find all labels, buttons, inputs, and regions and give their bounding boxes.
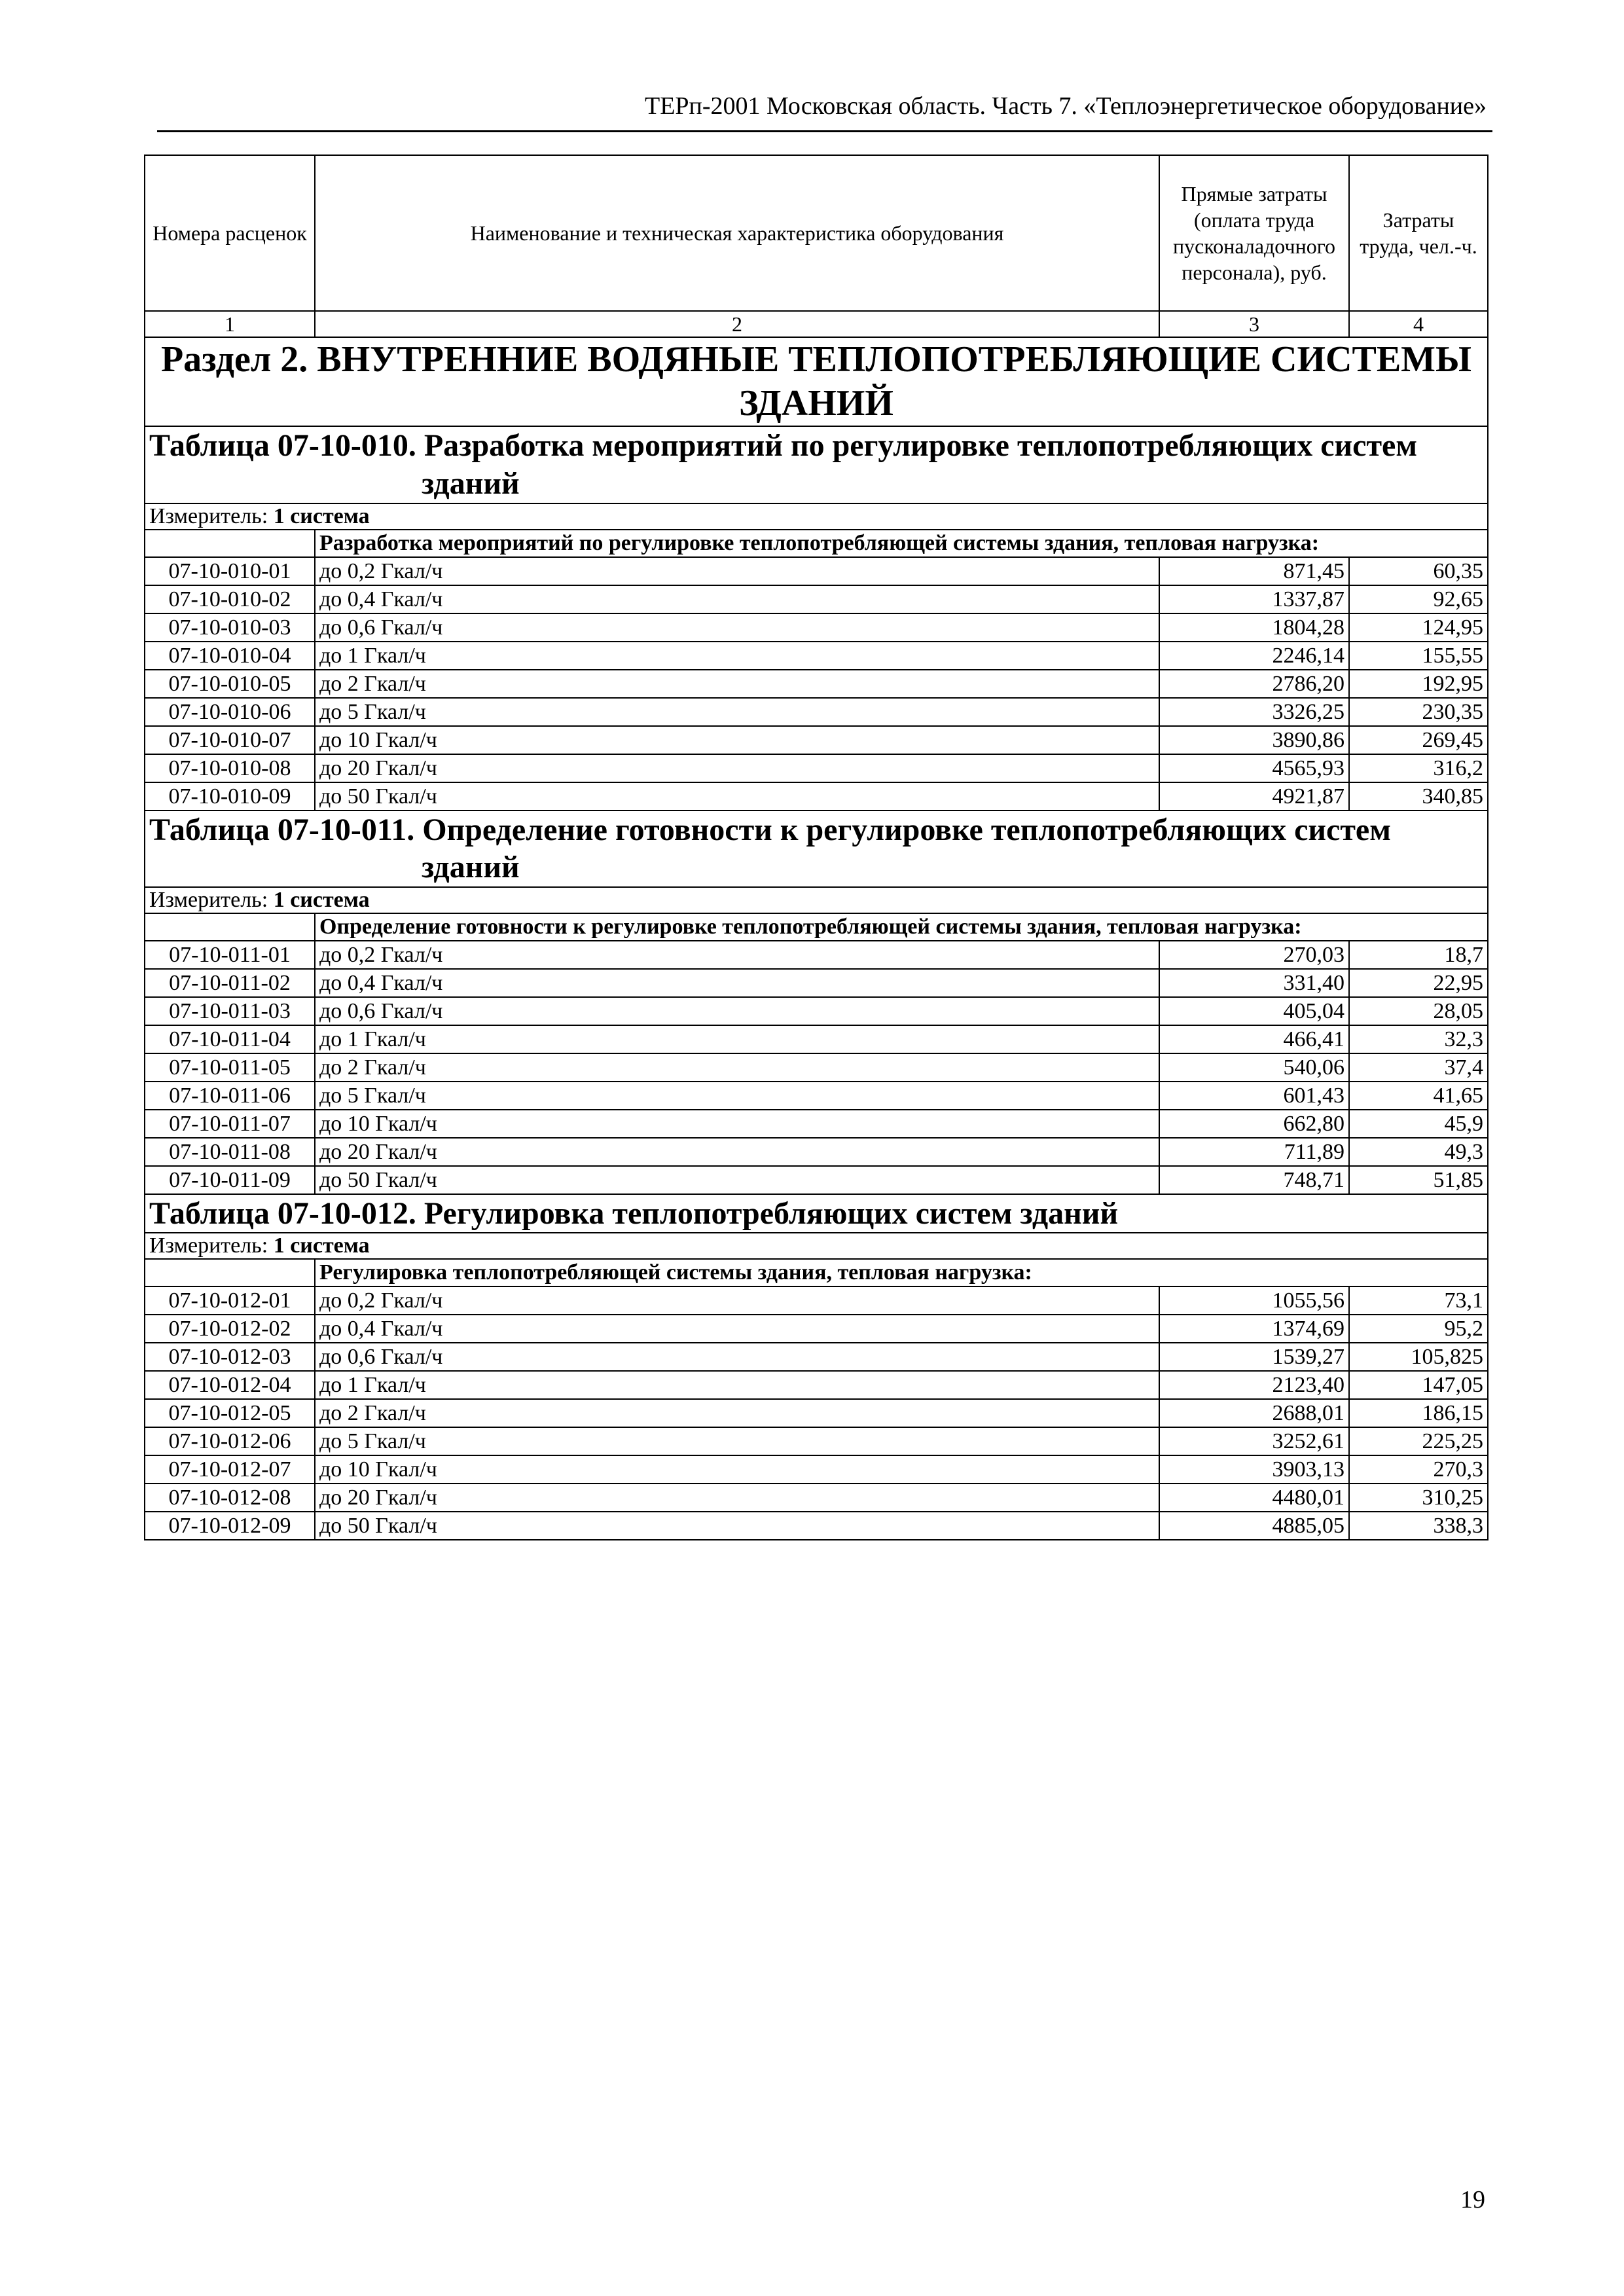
- labor-cost: 37,4: [1349, 1053, 1488, 1082]
- table-row: [145, 1166, 1488, 1194]
- rate-code: 07-10-012-07: [145, 1455, 315, 1484]
- meter-row: [145, 887, 1488, 913]
- rate-code: 07-10-012-08: [145, 1484, 315, 1512]
- group-heading-row: [145, 1259, 1488, 1286]
- meter-cell: [145, 503, 1488, 530]
- rate-code: 07-10-011-09: [145, 1166, 315, 1194]
- rate-code: 07-10-011-04: [145, 1025, 315, 1053]
- meter-label: Измеритель:: [149, 1233, 268, 1258]
- rate-name: до 2 Гкал/ч: [315, 670, 1159, 698]
- direct-cost: 711,89: [1159, 1138, 1349, 1166]
- page-number: 19: [1460, 2186, 1485, 2214]
- rate-code: 07-10-011-06: [145, 1082, 315, 1110]
- section-title-row: [145, 337, 1488, 426]
- labor-cost: 186,15: [1349, 1399, 1488, 1427]
- labor-cost: 124,95: [1349, 613, 1488, 642]
- rate-name: до 1 Гкал/ч: [315, 1371, 1159, 1399]
- table-row: [145, 1484, 1488, 1512]
- direct-cost: 601,43: [1159, 1082, 1349, 1110]
- direct-cost: 1055,56: [1159, 1286, 1349, 1315]
- table-row: [145, 726, 1488, 754]
- direct-cost: 3890,86: [1159, 726, 1349, 754]
- direct-cost: 2786,20: [1159, 670, 1349, 698]
- group-heading-row: [145, 913, 1488, 941]
- table-row: [145, 1025, 1488, 1053]
- table-row: [145, 1286, 1488, 1315]
- rate-code: 07-10-012-03: [145, 1343, 315, 1371]
- meter-row: [145, 503, 1488, 530]
- labor-cost: 60,35: [1349, 557, 1488, 585]
- table-row: [145, 941, 1488, 969]
- column-number: 1: [145, 311, 315, 337]
- column-header-name: Наименование и техническая характеристика оборудования: [315, 155, 1159, 311]
- table-row: [145, 754, 1488, 782]
- table-row: [145, 1053, 1488, 1082]
- table-row: [145, 1138, 1488, 1166]
- rate-name: до 2 Гкал/ч: [315, 1399, 1159, 1427]
- rate-name: до 20 Гкал/ч: [315, 754, 1159, 782]
- direct-cost: 2688,01: [1159, 1399, 1349, 1427]
- meter-row: [145, 1233, 1488, 1259]
- table-row: [145, 1399, 1488, 1427]
- rate-name: до 20 Гкал/ч: [315, 1138, 1159, 1166]
- direct-cost: 2123,40: [1159, 1371, 1349, 1399]
- table-title-cell: [145, 1194, 1488, 1233]
- direct-cost: 2246,14: [1159, 642, 1349, 670]
- labor-cost: 230,35: [1349, 698, 1488, 726]
- table-row: [145, 557, 1488, 585]
- rate-name: до 0,4 Гкал/ч: [315, 585, 1159, 613]
- group-heading-spacer: [145, 530, 315, 557]
- rate-name: до 0,2 Гкал/ч: [315, 941, 1159, 969]
- rate-code: 07-10-010-07: [145, 726, 315, 754]
- rates-table: [144, 155, 1489, 1540]
- direct-cost: 1337,87: [1159, 585, 1349, 613]
- rate-code: 07-10-011-08: [145, 1138, 315, 1166]
- rate-name: до 20 Гкал/ч: [315, 1484, 1159, 1512]
- direct-cost: 4480,01: [1159, 1484, 1349, 1512]
- table-row: [145, 969, 1488, 997]
- labor-cost: 147,05: [1349, 1371, 1488, 1399]
- rate-code: 07-10-010-08: [145, 754, 315, 782]
- labor-cost: 105,825: [1349, 1343, 1488, 1371]
- rate-code: 07-10-011-07: [145, 1110, 315, 1138]
- labor-cost: 225,25: [1349, 1427, 1488, 1455]
- rate-code: 07-10-012-09: [145, 1512, 315, 1540]
- column-header-labor: Затраты труда, чел.-ч.: [1349, 155, 1488, 311]
- direct-cost: 331,40: [1159, 969, 1349, 997]
- table-title: Таблица 07-10-011. Определение готовности к регулировке теплопотребляющих систем зданий: [149, 812, 1391, 885]
- rate-name: до 10 Гкал/ч: [315, 1455, 1159, 1484]
- column-header-row: [145, 155, 1488, 311]
- direct-cost: 1539,27: [1159, 1343, 1349, 1371]
- labor-cost: 269,45: [1349, 726, 1488, 754]
- rate-code: 07-10-010-09: [145, 782, 315, 811]
- table-title-row: [145, 811, 1488, 887]
- section-title-cell: [145, 337, 1488, 426]
- table-row: [145, 1427, 1488, 1455]
- table-title-cell: [145, 426, 1488, 503]
- rate-code: 07-10-010-03: [145, 613, 315, 642]
- rate-code: 07-10-011-05: [145, 1053, 315, 1082]
- labor-cost: 192,95: [1349, 670, 1488, 698]
- direct-cost: 4565,93: [1159, 754, 1349, 782]
- labor-cost: 310,25: [1349, 1484, 1488, 1512]
- rate-name: до 0,6 Гкал/ч: [315, 1343, 1159, 1371]
- table-row: [145, 782, 1488, 811]
- rate-code: 07-10-010-04: [145, 642, 315, 670]
- direct-cost: 4921,87: [1159, 782, 1349, 811]
- direct-cost: 3903,13: [1159, 1455, 1349, 1484]
- rate-name: до 0,2 Гкал/ч: [315, 1286, 1159, 1315]
- direct-cost: 270,03: [1159, 941, 1349, 969]
- labor-cost: 49,3: [1349, 1138, 1488, 1166]
- rate-code: 07-10-012-04: [145, 1371, 315, 1399]
- column-number: 4: [1349, 311, 1488, 337]
- rate-name: до 5 Гкал/ч: [315, 1427, 1159, 1455]
- running-header: ТЕРп-2001 Московская область. Часть 7. «Теплоэнергетическое оборудование»: [644, 92, 1487, 120]
- table-title-cell: [145, 811, 1488, 887]
- rate-name: до 50 Гкал/ч: [315, 1166, 1159, 1194]
- labor-cost: 32,3: [1349, 1025, 1488, 1053]
- rate-name: до 50 Гкал/ч: [315, 1512, 1159, 1540]
- group-heading: Определение готовности к регулировке теплопотребляющей системы здания, тепловая нагрузка:: [315, 913, 1488, 941]
- direct-cost: 871,45: [1159, 557, 1349, 585]
- rate-name: до 0,4 Гкал/ч: [315, 1315, 1159, 1343]
- labor-cost: 73,1: [1349, 1286, 1488, 1315]
- table-row: [145, 1512, 1488, 1540]
- labor-cost: 270,3: [1349, 1455, 1488, 1484]
- direct-cost: 1804,28: [1159, 613, 1349, 642]
- table-row: [145, 613, 1488, 642]
- direct-cost: 540,06: [1159, 1053, 1349, 1082]
- labor-cost: 340,85: [1349, 782, 1488, 811]
- rate-name: до 2 Гкал/ч: [315, 1053, 1159, 1082]
- labor-cost: 41,65: [1349, 1082, 1488, 1110]
- labor-cost: 51,85: [1349, 1166, 1488, 1194]
- direct-cost: 3252,61: [1159, 1427, 1349, 1455]
- rate-name: до 0,6 Гкал/ч: [315, 997, 1159, 1025]
- labor-cost: 92,65: [1349, 585, 1488, 613]
- table-title: Таблица 07-10-012. Регулировка теплопотребляющих систем зданий: [149, 1195, 1119, 1231]
- rate-name: до 1 Гкал/ч: [315, 1025, 1159, 1053]
- rate-name: до 10 Гкал/ч: [315, 1110, 1159, 1138]
- table-title-row: [145, 426, 1488, 503]
- column-number: 2: [315, 311, 1159, 337]
- table-title: Таблица 07-10-010. Разработка мероприятий по регулировке теплопотребляющих систем зданий: [149, 428, 1418, 501]
- direct-cost: 662,80: [1159, 1110, 1349, 1138]
- rate-code: 07-10-012-02: [145, 1315, 315, 1343]
- labor-cost: 45,9: [1349, 1110, 1488, 1138]
- rate-code: 07-10-010-06: [145, 698, 315, 726]
- group-heading-spacer: [145, 1259, 315, 1286]
- column-header-code: Номера расценок: [145, 155, 315, 311]
- labor-cost: 316,2: [1349, 754, 1488, 782]
- direct-cost: 405,04: [1159, 997, 1349, 1025]
- rate-name: до 5 Гкал/ч: [315, 1082, 1159, 1110]
- group-heading: Регулировка теплопотребляющей системы здания, тепловая нагрузка:: [315, 1259, 1488, 1286]
- rate-code: 07-10-012-01: [145, 1286, 315, 1315]
- rate-code: 07-10-012-05: [145, 1399, 315, 1427]
- table-row: [145, 1082, 1488, 1110]
- section-title: Раздел 2. ВНУТРЕННИЕ ВОДЯНЫЕ ТЕПЛОПОТРЕБЛЯЮЩИЕ СИСТЕМЫ ЗДАНИЙ: [160, 339, 1472, 424]
- rate-code: 07-10-011-02: [145, 969, 315, 997]
- table-row: [145, 997, 1488, 1025]
- rate-code: 07-10-011-03: [145, 997, 315, 1025]
- labor-cost: 155,55: [1349, 642, 1488, 670]
- group-heading: Разработка мероприятий по регулировке теплопотребляющей системы здания, тепловая нагрузка:: [315, 530, 1488, 557]
- table-row: [145, 670, 1488, 698]
- rate-code: 07-10-010-05: [145, 670, 315, 698]
- rate-name: до 50 Гкал/ч: [315, 782, 1159, 811]
- rate-code: 07-10-010-02: [145, 585, 315, 613]
- labor-cost: 18,7: [1349, 941, 1488, 969]
- table-row: [145, 698, 1488, 726]
- column-number: 3: [1159, 311, 1349, 337]
- meter-value: 1 система: [273, 503, 370, 528]
- direct-cost: 4885,05: [1159, 1512, 1349, 1540]
- labor-cost: 338,3: [1349, 1512, 1488, 1540]
- column-number-row: [145, 311, 1488, 337]
- group-heading-row: [145, 530, 1488, 557]
- rate-name: до 0,6 Гкал/ч: [315, 613, 1159, 642]
- rate-code: 07-10-012-06: [145, 1427, 315, 1455]
- labor-cost: 28,05: [1349, 997, 1488, 1025]
- direct-cost: 748,71: [1159, 1166, 1349, 1194]
- table-row: [145, 1343, 1488, 1371]
- rate-code: 07-10-011-01: [145, 941, 315, 969]
- table-row: [145, 1110, 1488, 1138]
- header-rule: [157, 130, 1492, 132]
- rate-code: 07-10-010-01: [145, 557, 315, 585]
- direct-cost: 1374,69: [1159, 1315, 1349, 1343]
- direct-cost: 3326,25: [1159, 698, 1349, 726]
- meter-cell: [145, 1233, 1488, 1259]
- rate-name: до 0,2 Гкал/ч: [315, 557, 1159, 585]
- meter-value: 1 система: [273, 1233, 370, 1258]
- rate-name: до 1 Гкал/ч: [315, 642, 1159, 670]
- labor-cost: 95,2: [1349, 1315, 1488, 1343]
- group-heading-spacer: [145, 913, 315, 941]
- direct-cost: 466,41: [1159, 1025, 1349, 1053]
- column-header-direct-costs: Прямые затраты (оплата труда пусконаладочного персонала), руб.: [1159, 155, 1349, 311]
- table-row: [145, 642, 1488, 670]
- labor-cost: 22,95: [1349, 969, 1488, 997]
- table-row: [145, 1455, 1488, 1484]
- meter-cell: [145, 887, 1488, 913]
- rate-name: до 0,4 Гкал/ч: [315, 969, 1159, 997]
- meter-label: Измеритель:: [149, 503, 268, 528]
- table-row: [145, 585, 1488, 613]
- table-title-row: [145, 1194, 1488, 1233]
- rate-name: до 10 Гкал/ч: [315, 726, 1159, 754]
- meter-value: 1 система: [273, 887, 370, 912]
- table-row: [145, 1371, 1488, 1399]
- table-row: [145, 1315, 1488, 1343]
- rate-name: до 5 Гкал/ч: [315, 698, 1159, 726]
- meter-label: Измеритель:: [149, 887, 268, 912]
